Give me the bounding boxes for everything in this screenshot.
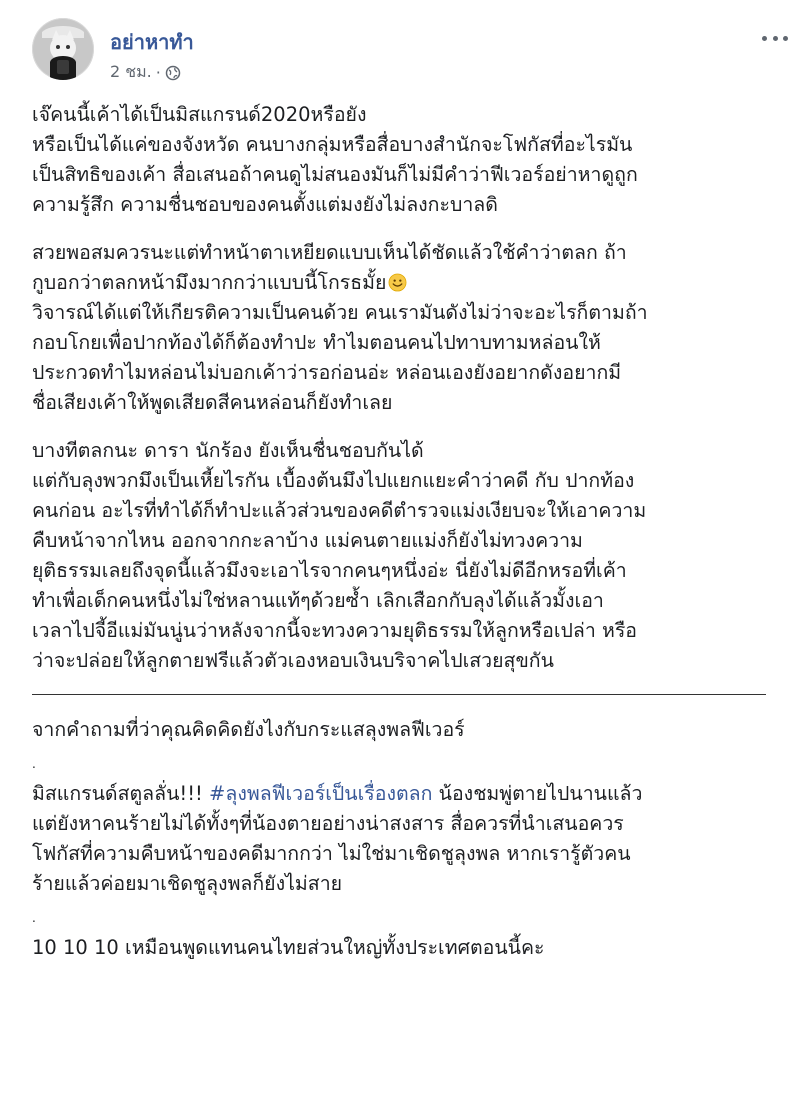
text-line: หรือเป็นได้แค่ของจังหวัด คนบางกลุ่มหรือสื่อบางสำนักจะโฟกัสที่อะไรมัน	[32, 133, 633, 156]
quote-paragraph	[32, 779, 780, 899]
hashtag-link[interactable]: #ลุงพลฟีเวอร์เป็นเรื่องตลก	[209, 782, 433, 805]
quote-prefix: มิสแกรนด์สตูลลั่น!!!	[32, 782, 210, 805]
question-text: จากคำถามที่ว่าคุณคิดคิดยังไงกับกระแสลุงพลฟีเวอร์	[32, 718, 465, 741]
text-line: เป็นสิทธิของเค้า สื่อเสนอถ้าคนดูไม่สนองมันก็ไม่มีคำว่าฟีเวอร์อย่าหาดูถูก	[32, 163, 638, 186]
text-line: โฟกัสที่ความคืบหน้าของคดีมากกว่า ไม่ใช่มาเชิดชูลุงพล หากเรารู้ตัวคน	[32, 842, 631, 865]
text-line: ประกวดทำไมหล่อนไม่บอกเค้าว่ารอก่อนอ่ะ หล่อนเองยังอยากดังอยากมี	[32, 361, 622, 384]
text-line: กอบโกยเพื่อปากท้องได้ก็ต้องทำปะ ทำไมตอนคนไปทาบทามหล่อนให้	[32, 331, 601, 354]
text-line	[32, 779, 780, 809]
dot-separator: .	[32, 757, 36, 771]
paragraph-2	[32, 238, 780, 418]
text-line: ทำเพื่อเด็กคนหนึ่งไม่ใช่หลานแท้ๆด้วยซ้ำ เลิกเสือกกับลุงได้แล้วมั้งเอา	[32, 589, 604, 612]
dot-separator: .	[32, 911, 36, 925]
horizontal-divider	[32, 694, 766, 695]
text-line: ว่าจะปล่อยให้ลูกตายฟรีแล้วตัวเองหอบเงินบริจาคไปเสวยสุขกัน	[32, 649, 554, 672]
text-line: แต่ยังหาคนร้ายไม่ได้ทั้งๆที่น้องตายอย่างน่าสงสาร สื่อควรที่นำเสนอควร	[32, 812, 624, 835]
text-line: เจ๊คนนี้เค้าได้เป็นมิสแกรนด์2020หรือยัง	[32, 103, 367, 126]
post-body	[32, 100, 780, 981]
post-meta	[110, 60, 181, 85]
text-line: คืบหน้าจากไหน ออกจากกะลาบ้าง แม่คนตายแม่งก็ยังไม่ทวงความ	[32, 529, 583, 552]
final-paragraph	[32, 933, 780, 963]
post-timestamp[interactable]: 2 ชม.	[110, 62, 152, 81]
text-line: ชื่อเสียงเค้าให้พูดเสียดสีคนหล่อนก็ยังทำเลย	[32, 391, 393, 414]
quote-suffix: น้องชมพู่ตายไปนานแล้ว	[432, 782, 643, 805]
text-line: วิจารณ์ได้แต่ให้เกียรติความเป็นคนด้วย คนเรามันดังไม่ว่าจะอะไรก็ตามถ้า	[32, 301, 648, 324]
avatar-image	[32, 18, 94, 80]
smile-emoji	[388, 273, 407, 292]
text-line: ความรู้สึก ความชื่นชอบของคนตั้งแต่มงยังไม่ลงกะบาลดิ	[32, 193, 498, 216]
text-line: แต่กับลุงพวกมึงเป็นเหี้ยไรกัน เบื้องต้นมึงไปแยกแยะคำว่าคดี กับ ปากท้อง	[32, 469, 635, 492]
final-text: 10 10 10 เหมือนพูดแทนคนไทยส่วนใหญ่ทั้งประเทศตอนนี้คะ	[32, 936, 545, 959]
text-line: ยุติธรรมเลยถึงจุดนี้แล้วมึงจะเอาไรจากคนๆหนึ่งอ่ะ นี่ยังไม่ดีอีกหรอที่เค้า	[32, 559, 627, 582]
text-segment: กูบอกว่าตลกหน้ามึงมากกว่าแบบนี้โกรธมั้ย	[32, 271, 387, 294]
avatar[interactable]	[32, 18, 94, 80]
text-line: บางทีตลกนะ ดารา นักร้อง ยังเห็นชื่นชอบกันได้	[32, 439, 424, 462]
more-options-icon[interactable]	[762, 28, 788, 48]
post-header	[32, 18, 800, 88]
paragraph-1	[32, 100, 780, 220]
text-line: สวยพอสมควรนะแต่ทำหน้าตาเหยียดแบบเห็นได้ชัดแล้วใช้คำว่าตลก ถ้า	[32, 241, 627, 264]
paragraph-3	[32, 436, 780, 676]
text-line: เวลาไปจี้อีแม่มันนู่นว่าหลังจากนี้จะทวงความยุติธรรมให้ลูกหรือเปล่า หรือ	[32, 619, 638, 642]
text-line: ร้ายแล้วค่อยมาเชิดชูลุงพลก็ยังไม่สาย	[32, 872, 343, 895]
text-line	[32, 268, 780, 298]
globe-icon[interactable]	[165, 65, 181, 81]
meta-separator: ·	[155, 63, 161, 82]
question-paragraph	[32, 715, 780, 745]
text-line: คนก่อน อะไรที่ทำได้ก็ทำปะแล้วส่วนของคดีตำรวจแม่งเงียบจะให้เอาความ	[32, 499, 647, 522]
author-name[interactable]: อย่าหาทำ	[110, 30, 194, 54]
